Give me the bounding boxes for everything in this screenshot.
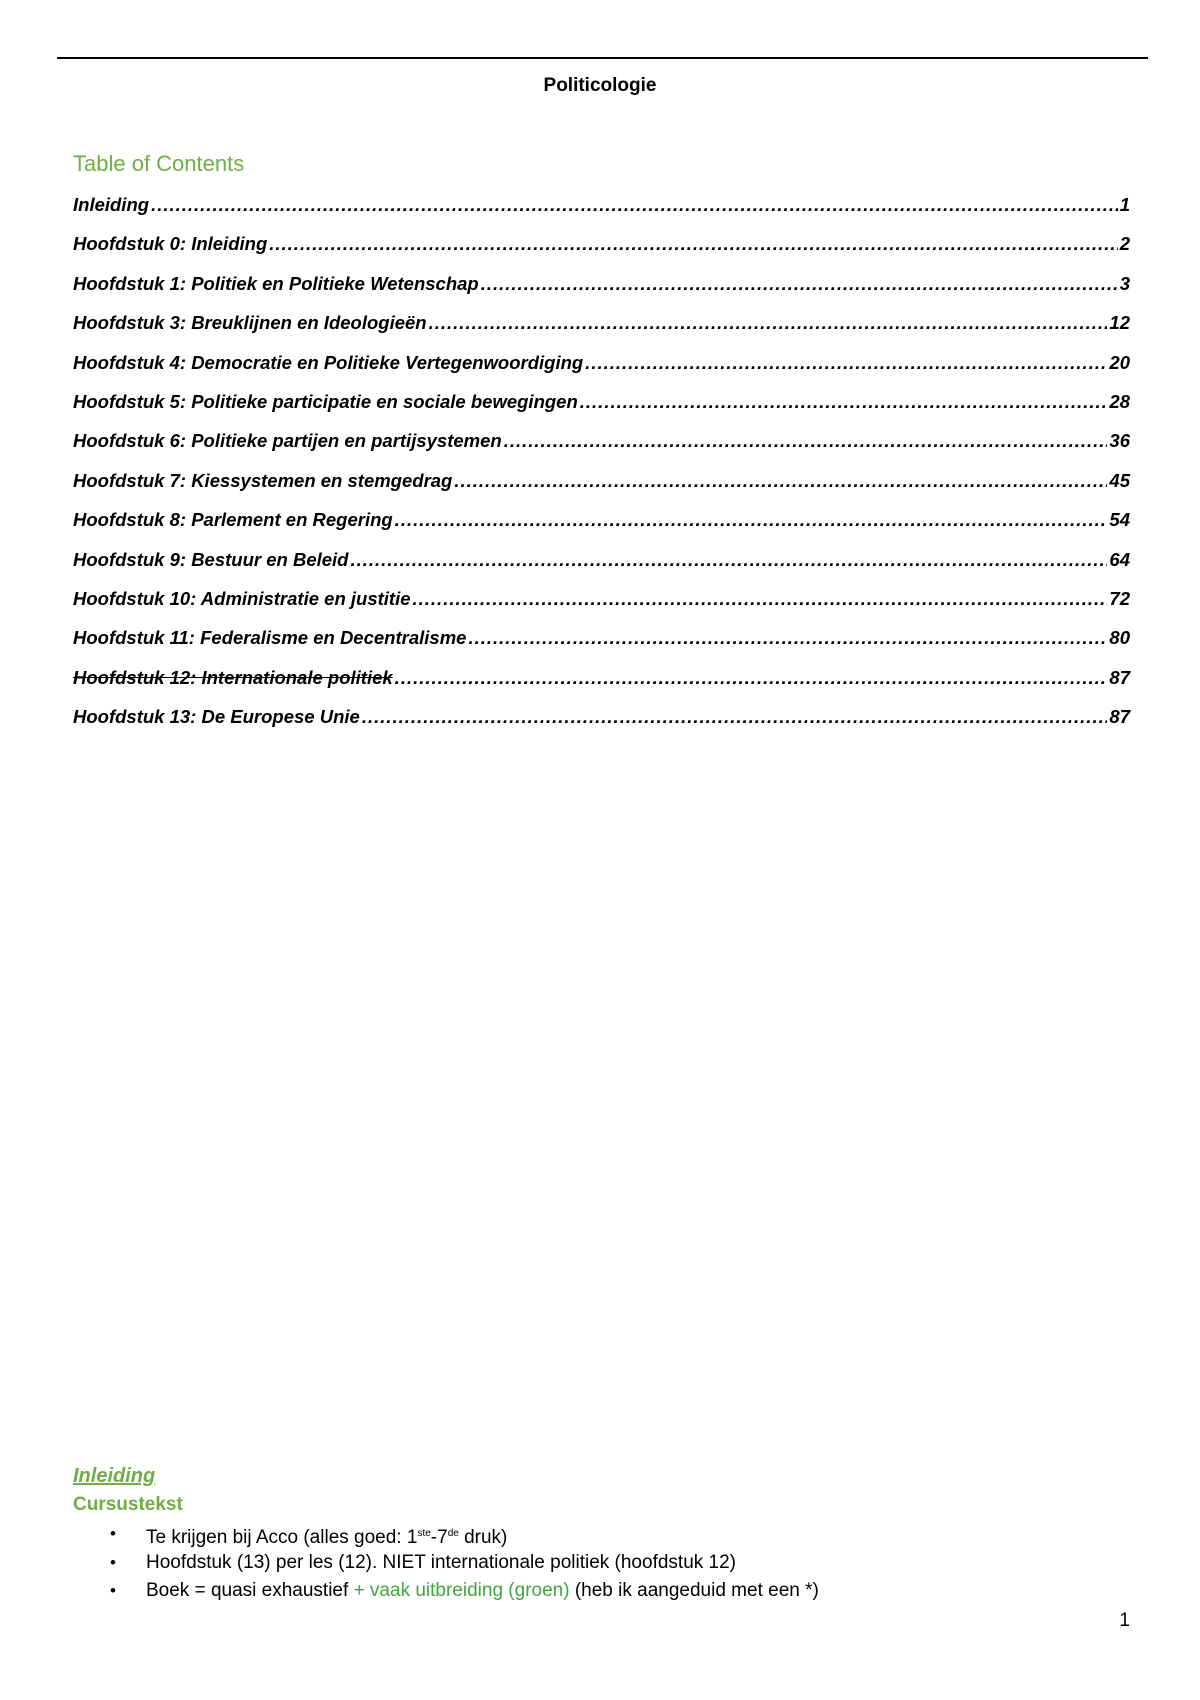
toc-dot-leader <box>413 588 1108 610</box>
toc-entry-page: 12 <box>1109 312 1130 334</box>
document-title: Politicologie <box>543 75 657 96</box>
toc-entry-title: Hoofdstuk 3: Breuklijnen en Ideologieën <box>73 312 427 334</box>
toc-entry-page: 28 <box>1109 390 1130 412</box>
toc-entry-title-struck: Hoofdstuk 12: Internationale politiek <box>73 666 393 688</box>
toc-entry-title: Hoofdstuk 1: Politiek en Politieke Wetenschap <box>73 272 479 294</box>
toc-entry-page: 36 <box>1109 430 1130 452</box>
toc-entry-page: 54 <box>1109 509 1130 531</box>
toc-entry[interactable] <box>73 627 1130 666</box>
toc-entry-page: 1 <box>1119 194 1130 215</box>
toc-entry[interactable] <box>73 194 1130 233</box>
bullet-item <box>108 1520 819 1549</box>
toc-entry-title: Hoofdstuk 7: Kiessystemen en stemgedrag <box>73 469 453 491</box>
toc-entry-page: 87 <box>1109 666 1130 688</box>
toc-entry[interactable] <box>73 667 1130 706</box>
toc-dot-leader <box>350 549 1107 571</box>
toc-entry-title: Hoofdstuk 4: Democratie en Politieke Vertegenwoordiging <box>73 351 584 373</box>
toc-dot-leader <box>504 430 1108 452</box>
toc-entry-title: Hoofdstuk 9: Bestuur en Beleid <box>73 548 349 570</box>
header-rule <box>57 57 1148 59</box>
toc-entry[interactable] <box>73 391 1130 430</box>
toc-entry-page: 20 <box>1109 351 1130 373</box>
toc-entry-title: Hoofdstuk 6: Politieke partijen en partijsystemen <box>73 430 502 452</box>
bullet-text-end: druk) <box>458 1527 508 1548</box>
toc-dot-leader <box>362 706 1108 728</box>
bullet-item <box>108 1549 819 1578</box>
page-number: 1 <box>1119 1610 1130 1631</box>
toc-dot-leader <box>395 509 1108 531</box>
superscript: ste <box>417 1528 431 1539</box>
bullet-text-start: Te krijgen bij Acco (alles goed: 1 <box>146 1527 418 1548</box>
toc-dot-leader <box>454 470 1107 492</box>
toc-dot-leader <box>580 391 1108 413</box>
toc-dot-leader <box>468 627 1107 649</box>
toc-dot-leader <box>269 233 1117 255</box>
bullet-text: Hoofdstuk (13) per les (12). NIET internationale politiek (hoofdstuk 12) <box>146 1551 737 1573</box>
toc-entry-title: Hoofdstuk 5: Politieke participatie en sociale bewegingen <box>73 390 578 412</box>
toc-entry-page: 45 <box>1109 469 1130 491</box>
toc-entry[interactable] <box>73 706 1130 745</box>
bullet-text-start: Boek = quasi exhaustief <box>146 1580 354 1601</box>
bullet-item <box>108 1577 819 1606</box>
bullet-text-mid: -7 <box>430 1527 448 1548</box>
toc-entry[interactable] <box>73 430 1130 469</box>
section-heading-inleiding: Inleiding <box>73 1465 156 1487</box>
toc-entry-title: Hoofdstuk 10: Administratie en justitie <box>73 587 411 609</box>
bullet-icon: • <box>110 1552 116 1572</box>
table-of-contents <box>73 194 1130 745</box>
toc-entry[interactable] <box>73 470 1130 509</box>
toc-entry-title: Inleiding <box>73 194 150 215</box>
toc-dot-leader <box>429 312 1108 334</box>
bullet-icon: • <box>110 1581 116 1600</box>
toc-entry-page: 2 <box>1119 233 1130 255</box>
toc-dot-leader <box>395 667 1108 689</box>
toc-entry[interactable] <box>73 588 1130 627</box>
toc-entry-page: 3 <box>1119 272 1130 294</box>
toc-dot-leader <box>151 194 1118 216</box>
toc-entry-title: Hoofdstuk 8: Parlement en Regering <box>73 509 393 531</box>
superscript: de <box>447 1528 459 1539</box>
toc-entry-title: Hoofdstuk 11: Federalisme en Decentralisme <box>73 627 467 649</box>
bullet-icon: • <box>110 1524 116 1543</box>
toc-entry-title: Hoofdstuk 13: De Europese Unie <box>73 706 360 728</box>
toc-entry-page: 72 <box>1109 587 1130 609</box>
toc-entry-page: 80 <box>1109 627 1130 649</box>
toc-heading: Table of Contents <box>73 151 245 176</box>
toc-entry[interactable] <box>73 509 1130 548</box>
toc-entry-page: 64 <box>1109 548 1130 570</box>
toc-entry-title: Hoofdstuk 0: Inleiding <box>73 233 268 255</box>
toc-entry[interactable] <box>73 233 1130 272</box>
toc-entry[interactable] <box>73 549 1130 588</box>
bullet-list <box>108 1520 819 1606</box>
bullet-text-green: + vaak uitbreiding (groen) <box>353 1580 570 1601</box>
toc-entry[interactable] <box>73 352 1130 391</box>
toc-dot-leader <box>481 273 1118 295</box>
bullet-text-end: (heb ik aangeduid met een *) <box>569 1580 819 1601</box>
toc-entry-page: 87 <box>1109 706 1130 728</box>
toc-dot-leader <box>585 352 1107 374</box>
toc-entry[interactable] <box>73 273 1130 312</box>
toc-entry[interactable] <box>73 312 1130 351</box>
subsection-heading-cursustekst: Cursustekst <box>73 1494 183 1515</box>
